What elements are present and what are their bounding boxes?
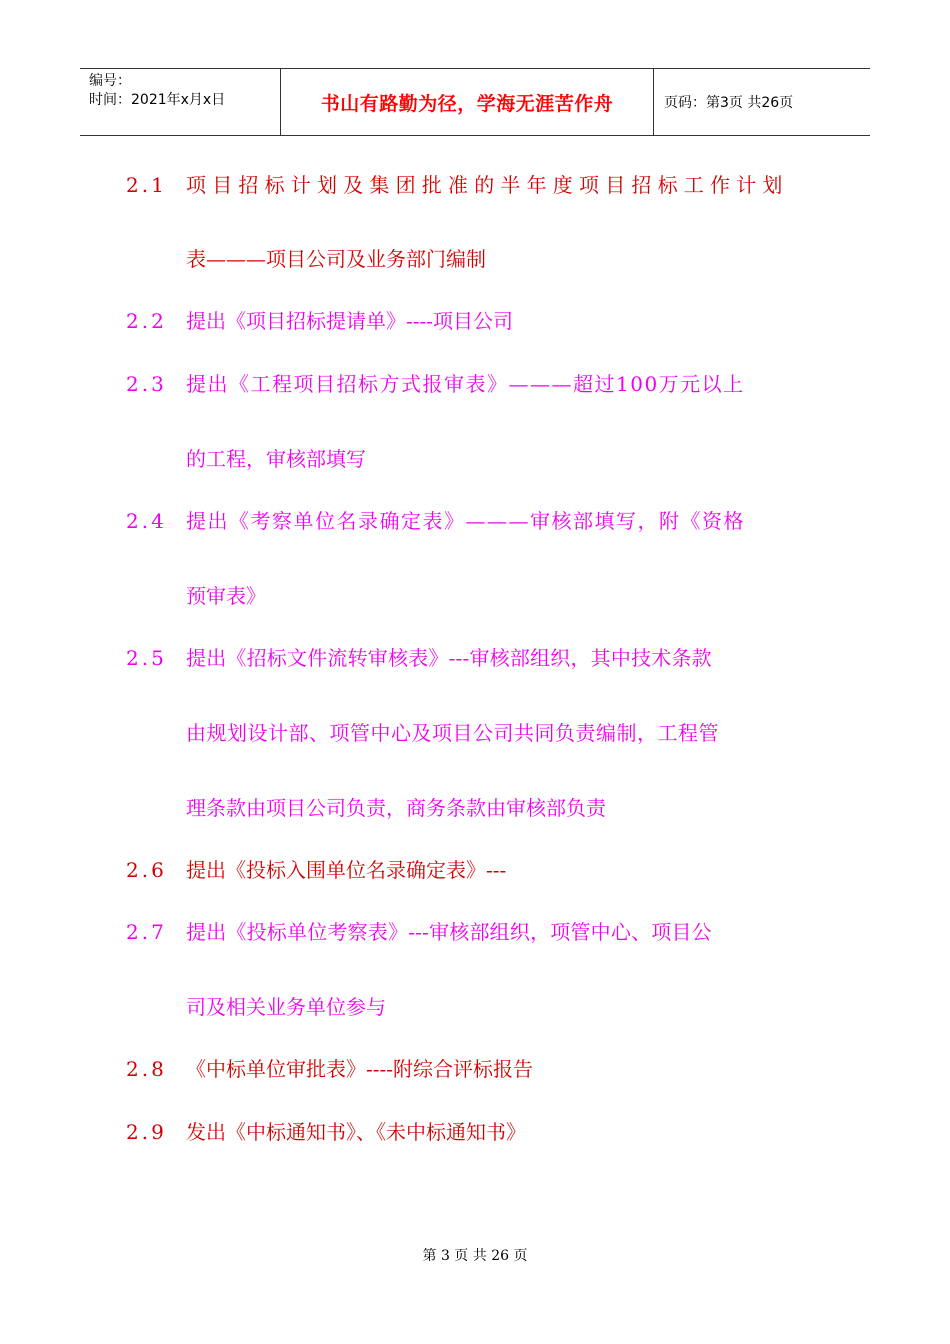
item-text: 由规划设计部、项管中心及项目公司共同负责编制，工程管 — [186, 721, 719, 745]
item-number: 2.7 — [126, 920, 167, 944]
list-item-continuation — [0, 244, 950, 274]
item-number: 2.3 — [126, 372, 167, 396]
item-number: 2.1 — [126, 173, 167, 197]
header-page-label: 页码：第3页 共26页 — [664, 95, 794, 111]
list-item-continuation — [0, 444, 950, 474]
item-text: 提出《项目招标提请单》----项目公司 — [186, 309, 514, 333]
list-item — [0, 506, 950, 536]
list-item-continuation — [0, 793, 950, 823]
doc-number-label: 编号： — [89, 73, 131, 89]
item-number: 2.5 — [126, 646, 167, 670]
item-number: 2.4 — [126, 509, 167, 533]
list-item — [0, 855, 950, 885]
list-item — [0, 306, 950, 336]
item-text: 表———项目公司及业务部门编制 — [186, 247, 486, 271]
page-header — [80, 68, 870, 136]
list-item — [0, 1117, 950, 1147]
item-text: 项目招标计划及集团批准的半年度项目招标工作计划 — [186, 173, 789, 197]
header-motto: 书山有路勤为径，学海无涯苦作舟 — [281, 69, 654, 135]
item-text: 提出《工程项目招标方式报审表》———超过100万元以上 — [186, 372, 745, 396]
list-item — [0, 643, 950, 673]
item-text: 提出《投标入围单位名录确定表》--- — [186, 858, 507, 882]
item-text: 提出《投标单位考察表》---审核部组织，项管中心、项目公 — [186, 920, 712, 944]
doc-time-label: 时间：2021年x月x日 — [89, 92, 226, 108]
item-number: 2.9 — [126, 1120, 167, 1144]
item-text: 《中标单位审批表》----附综合评标报告 — [186, 1057, 534, 1081]
item-text: 预审表》 — [186, 584, 266, 608]
list-item — [0, 369, 950, 399]
list-item — [0, 917, 950, 947]
item-text: 的工程，审核部填写 — [186, 447, 366, 471]
item-number: 2.6 — [126, 858, 167, 882]
list-item-continuation — [0, 718, 950, 748]
item-text: 发出《中标通知书》、《未中标通知书》 — [186, 1120, 526, 1144]
item-number: 2.2 — [126, 309, 167, 333]
item-text: 司及相关业务单位参与 — [186, 995, 386, 1019]
page-footer: 第 3 页 共 26 页 — [422, 1248, 528, 1264]
list-item — [0, 170, 950, 200]
list-item-continuation — [0, 992, 950, 1022]
item-text: 提出《招标文件流转审核表》---审核部组织，其中技术条款 — [186, 646, 712, 670]
list-item-continuation — [0, 581, 950, 611]
item-number: 2.8 — [126, 1057, 167, 1081]
header-meta — [80, 69, 281, 135]
list-item — [0, 1054, 950, 1084]
item-text: 提出《考察单位名录确定表》———审核部填写，附《资格 — [186, 509, 745, 533]
item-text: 理条款由项目公司负责，商务条款由审核部负责 — [186, 796, 606, 820]
